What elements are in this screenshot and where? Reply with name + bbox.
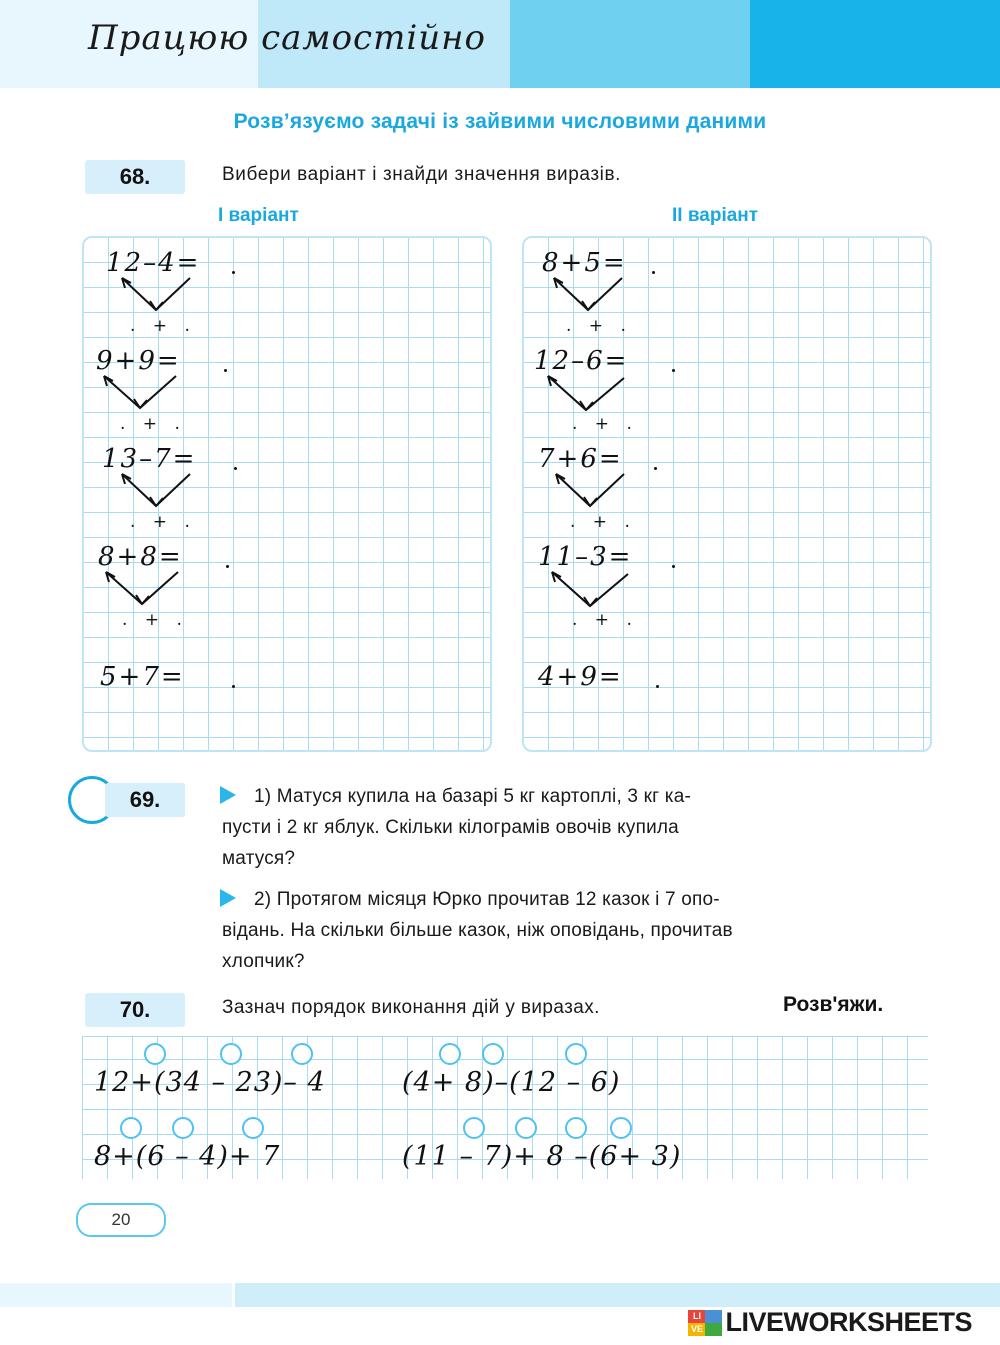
answer-dot[interactable] bbox=[234, 467, 237, 470]
task-number-69: 69. bbox=[105, 783, 185, 817]
answer-dot[interactable] bbox=[652, 271, 655, 274]
answer-dot[interactable] bbox=[656, 685, 659, 688]
variant-2-label: II варіант bbox=[672, 205, 759, 226]
banner-title: Працюю самостійно bbox=[88, 18, 486, 58]
banner-block-3 bbox=[510, 0, 750, 88]
order-circle[interactable] bbox=[291, 1043, 313, 1065]
order-circle[interactable] bbox=[482, 1043, 504, 1065]
banner-block-4 bbox=[750, 0, 1000, 88]
order-circle[interactable] bbox=[172, 1117, 194, 1139]
page-banner bbox=[0, 0, 1000, 88]
answer-dot[interactable] bbox=[654, 467, 657, 470]
answer-dot[interactable] bbox=[672, 369, 675, 372]
task-70-instruction: Зазнач порядок виконання дій у виразах. bbox=[222, 997, 600, 1018]
task-69-item-1-line-3: матуся? bbox=[222, 848, 296, 869]
footer-block-left bbox=[0, 1283, 232, 1307]
decomposition-vee-7 bbox=[548, 472, 678, 514]
decomposition-vee-8 bbox=[546, 570, 676, 612]
task-69-item-1-line-1: 1) Матуся купила на базарі 5 кг картоплі, 3 кг ка- bbox=[254, 786, 691, 807]
variant-1-label: I варіант bbox=[218, 205, 299, 226]
order-circle[interactable] bbox=[463, 1117, 485, 1139]
liveworksheets-logo[interactable] bbox=[688, 1307, 972, 1338]
task-70-expression-2: (4+ 8)–(12 – 6) bbox=[402, 1067, 621, 1098]
expr-v2-4: 11–3= bbox=[538, 542, 633, 572]
task-69-item-2-line-3: хлопчик? bbox=[222, 951, 305, 972]
order-circle[interactable] bbox=[242, 1117, 264, 1139]
expr-v2-1: 8+5= bbox=[542, 248, 627, 278]
order-circle[interactable] bbox=[144, 1043, 166, 1065]
task-number-68: 68. bbox=[85, 160, 185, 194]
page-footer bbox=[0, 1283, 1000, 1345]
plusrow-v1-2[interactable]: . + . bbox=[120, 414, 186, 434]
order-circle[interactable] bbox=[220, 1043, 242, 1065]
decomposition-vee-3 bbox=[114, 472, 244, 514]
task-number-70: 70. bbox=[85, 993, 185, 1027]
answer-dot[interactable] bbox=[232, 685, 235, 688]
task-69-item-1-line-2: пусти і 2 кг яблук. Скільки кілограмів овочів купила bbox=[222, 817, 679, 838]
plusrow-v2-3[interactable]: . + . bbox=[570, 512, 636, 532]
variant-1-grid[interactable] bbox=[82, 236, 492, 752]
expr-v2-3: 7+6= bbox=[538, 444, 623, 474]
expr-v2-2: 12–6= bbox=[534, 346, 629, 376]
badge-ve: VE bbox=[688, 1323, 705, 1336]
expr-v1-5: 5+7= bbox=[100, 662, 185, 692]
arrow-bullet-icon bbox=[220, 889, 236, 907]
expr-v2-5: 4+9= bbox=[538, 662, 623, 692]
plusrow-v2-2[interactable]: . + . bbox=[572, 414, 638, 434]
plusrow-v1-1[interactable]: . + . bbox=[130, 316, 196, 336]
order-circle[interactable] bbox=[565, 1043, 587, 1065]
expr-v1-2: 9+9= bbox=[96, 346, 181, 376]
answer-dot[interactable] bbox=[232, 271, 235, 274]
order-circle[interactable] bbox=[439, 1043, 461, 1065]
footer-block-right bbox=[235, 1283, 1000, 1307]
badge-li: LI bbox=[688, 1310, 705, 1323]
task-70-expression-4: (11 – 7)+ 8 –(6+ 3) bbox=[402, 1141, 682, 1172]
task-69-item-2-line-2: відань. На скільки більше казок, ніж оповідань, прочитав bbox=[222, 920, 733, 941]
decomposition-vee-1 bbox=[114, 276, 244, 318]
answer-dot[interactable] bbox=[226, 565, 229, 568]
task-70-expression-3: 8+(6 – 4)+ 7 bbox=[94, 1141, 281, 1172]
order-circle[interactable] bbox=[610, 1117, 632, 1139]
liveworksheets-wordmark: LIVEWORKSHEETS bbox=[725, 1307, 972, 1337]
plusrow-v1-3[interactable]: . + . bbox=[130, 512, 196, 532]
liveworksheets-badge-icon bbox=[688, 1310, 722, 1336]
plusrow-v2-1[interactable]: . + . bbox=[566, 316, 632, 336]
expr-v1-3: 13–7= bbox=[102, 444, 197, 474]
answer-dot[interactable] bbox=[224, 369, 227, 372]
decomposition-vee-2 bbox=[98, 374, 228, 416]
order-circle[interactable] bbox=[120, 1117, 142, 1139]
badge-blank-1 bbox=[705, 1310, 722, 1323]
expr-v1-1: 12–4= bbox=[106, 248, 201, 278]
badge-blank-2 bbox=[705, 1323, 722, 1336]
arrow-bullet-icon bbox=[220, 786, 236, 804]
decomposition-vee-5 bbox=[546, 276, 676, 318]
task-68-instruction: Вибери варіант і знайди значення виразів. bbox=[222, 164, 622, 185]
section-title: Розв’язуємо задачі із зайвими числовими даними bbox=[233, 110, 767, 133]
task-70-grid[interactable] bbox=[82, 1036, 928, 1179]
variant-2-grid[interactable] bbox=[522, 236, 932, 752]
task-69-item-2-line-1: 2) Протягом місяця Юрко прочитав 12 казок і 7 опо- bbox=[254, 889, 720, 910]
plusrow-v1-4[interactable]: . + . bbox=[122, 610, 188, 630]
expr-v1-4: 8+8= bbox=[98, 542, 183, 572]
task-70-expression-1: 12+(34 – 23)– 4 bbox=[94, 1067, 326, 1098]
order-circle[interactable] bbox=[565, 1117, 587, 1139]
answer-dot[interactable] bbox=[672, 565, 675, 568]
page-number: 20 bbox=[76, 1203, 166, 1237]
decomposition-vee-6 bbox=[542, 374, 672, 416]
decomposition-vee-4 bbox=[100, 570, 230, 612]
order-circle[interactable] bbox=[515, 1117, 537, 1139]
task-70-solve-label: Розв'яжи. bbox=[783, 993, 884, 1016]
plusrow-v2-4[interactable]: . + . bbox=[572, 610, 638, 630]
